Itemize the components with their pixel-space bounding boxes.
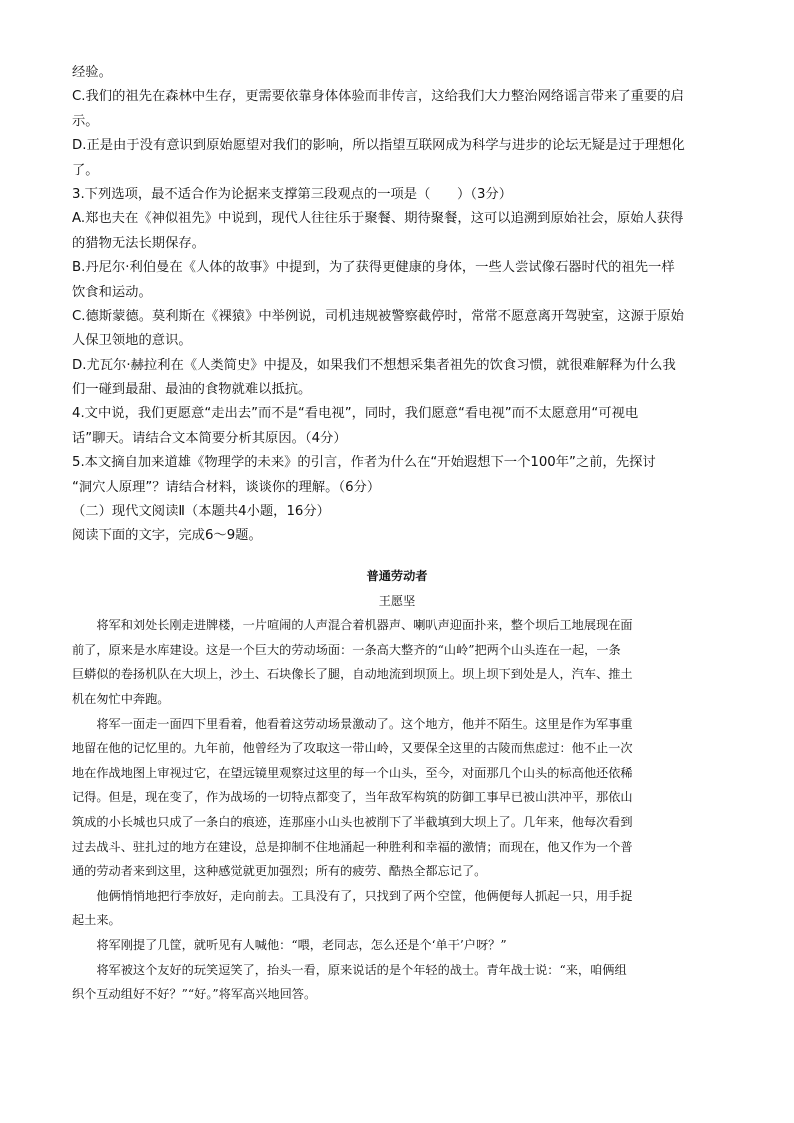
- text-line: 们一碰到最甜、最油的食物就难以抵抗。: [72, 382, 312, 398]
- text-line: 4.文中说，我们更愿意“走出去”而不是“看电视”，同时，我们愿意“看电视”而不太愿意用“可视电: [72, 406, 639, 422]
- story-line: 通的劳动者来到这里，这种感觉就更加强烈；所有的疲劳、酷热全都忘记了。: [72, 864, 487, 879]
- story-line: 起土来。: [72, 913, 121, 928]
- text-line: D.尤瓦尔·赫拉利在《人类简史》中提及，如果我们不想想采集者祖先的饮食习惯，就很难解释为什么我: [72, 357, 676, 373]
- questions-section: [72, 61, 722, 549]
- text-line: 阅读下面的文字，完成6～9题。: [72, 528, 262, 544]
- story-line: 前了，原来是水库建设。这是一个巨大的劳动场面：一条高大整齐的“山岭”把两个山头连在一起，一条: [72, 642, 621, 657]
- story-line: 将军刚提了几筐，就听见有人喊他：“喂，老同志，怎么还是个‘单干’户呀？”: [72, 937, 507, 952]
- story-line: 地留在他的记忆里的。九年前，他曾经为了攻取这一带山岭，又要保全这里的古陵而焦虑过：他不止一次: [72, 741, 633, 756]
- story-line: 地在作战地图上审视过它，在望远镜里观察过这里的每一个山头，至今，对面那几个山头的标高他还依稀: [72, 765, 633, 780]
- text-line: 示。: [72, 113, 99, 129]
- story-line: 将军和刘处长刚走进牌楼，一片喧闹的人声混合着机器声、喇叭声迎面扑来，整个坝后工地展现在面: [72, 618, 633, 633]
- story-line: 将军一面走一面四下里看着，他看着这劳动场景激动了。这个地方，他并不陌生。这里是作为军事重: [72, 716, 633, 731]
- text-line: A.郑也夫在《神似祖先》中说到，现代人往往乐于聚餐、期待聚餐，这可以追溯到原始社会，原始人获得: [72, 211, 684, 227]
- story-line: 巨蟒似的卷扬机队在大坝上，沙土、石块像长了腿，自动地流到坝顶上。坝上坝下到处是人，汽车、推土: [72, 667, 633, 682]
- story-line: 筑成的小长城也只成了一条白的痕迹，连那座小山头也被削下了半截填到大坝上了。几年来，他每次看到: [72, 814, 633, 829]
- text-line: 的猎物无法长期保存。: [72, 235, 205, 251]
- text-line: 了。: [72, 162, 99, 178]
- text-line: D.正是由于没有意识到原始愿望对我们的影响，所以指望互联网成为科学与进步的论坛无疑是过于理想化: [72, 138, 685, 154]
- text-line: 话”聊天。请结合文本简要分析其原因。（4分）: [72, 430, 347, 446]
- story-line: 机在匆忙中奔跑。: [72, 691, 170, 706]
- text-line: 人保卫领地的意识。: [72, 333, 192, 349]
- text-line: （二）现代文阅读Ⅱ（本题共4小题，16分）: [72, 504, 330, 520]
- text-line: C.我们的祖先在森林中生存，更需要依靠身体体验而非传言，这给我们大力整治网络谣言带来了重要的启: [72, 89, 684, 105]
- text-line: 3.下列选项，最不适合作为论据来支撑第三段观点的一项是（ ）（3分）: [72, 186, 512, 202]
- text-line: C.德斯蒙德。莫利斯在《裸猿》中举例说，司机违规被警察截停时，常常不愿意离开驾驶室，这源于原始: [72, 308, 684, 324]
- story-line: 织个互动组好不好？”“好。”将军高兴地回答。: [72, 987, 317, 1002]
- story-line: 他俩悄悄地把行李放好，走向前去。工具没有了，只找到了两个空筐，他俩便每人抓起一只，用手捉: [72, 888, 633, 903]
- text-line: 饮食和运动。: [72, 284, 152, 300]
- story-line: 记得。但是，现在变了，作为战场的一切特点都变了，当年敌军构筑的防御工事早已被山洪冲平，那依山: [72, 790, 633, 805]
- text-line: 经验。: [72, 65, 112, 80]
- text-line: B.丹尼尔·利伯曼在《人体的故事》中提到，为了获得更健康的身体，一些人尝试像石器时代的祖先一样: [72, 260, 675, 276]
- story-section: [72, 564, 722, 1007]
- story-author: 王愿坚: [378, 593, 416, 608]
- story-title: 普通劳动者: [366, 569, 428, 583]
- story-line: 将军被这个友好的玩笑逗笑了，抬头一看，原来说话的是个年轻的战士。青年战士说：“来，咱俩组: [72, 962, 627, 977]
- text-line: “洞穴人原理”？请结合材料，谈谈你的理解。（6分）: [72, 479, 381, 495]
- text-line: 5.本文摘自加来道雄《物理学的未来》的引言，作者为什么在“开始遐想下一个100年”之前，先探讨: [72, 455, 656, 471]
- story-line: 过去战斗、驻扎过的地方在建设，总是抑制不住地涌起一种胜利和幸福的激情；而现在，他又作为一个普: [72, 839, 633, 854]
